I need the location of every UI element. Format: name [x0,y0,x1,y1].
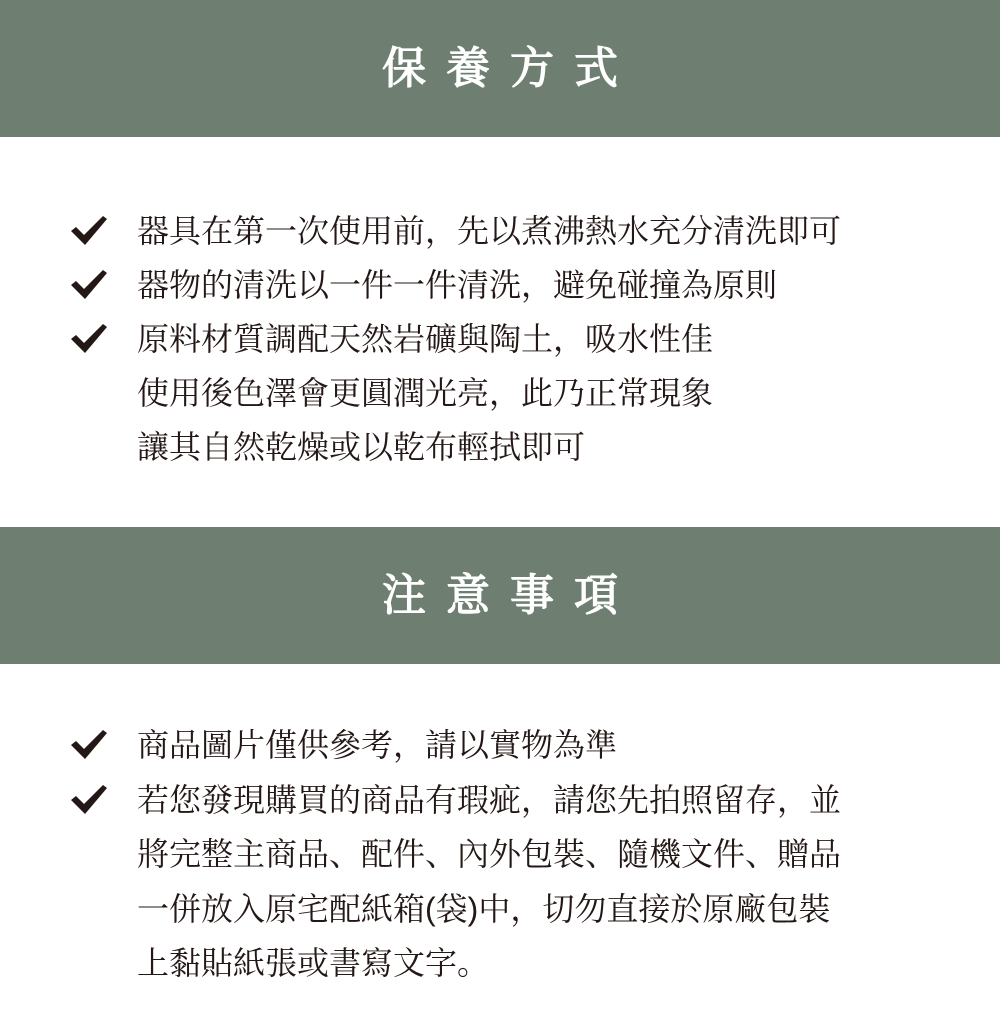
care-instructions-list [0,204,1000,474]
list-item-text: 原料材質調配天然岩礦與陶土，吸水性佳 [137,321,714,357]
list-item-text: 若您發現購買的商品有瑕疵，請您先拍照留存，並 [137,781,842,818]
list-item-text: 器具在第一次使用前，先以煮沸熱水充分清洗即可 [137,213,842,249]
checkmark-icon [70,216,108,246]
care-section-header [0,0,1000,137]
list-item-text: 一併放入原宅配紙箱(袋)中，切勿直接於原廠包裝 [137,890,831,927]
list-item [0,258,1000,312]
checkmark-icon [70,270,108,300]
list-item [0,312,1000,474]
checkmark-icon [70,324,108,354]
notice-section-title: 注意事項 [382,570,638,620]
list-item-text: 讓其自然乾燥或以乾布輕拭即可 [137,429,586,465]
list-item-text: 上黏貼紙張或書寫文字。 [137,945,490,981]
list-item-text: 將完整主商品、配件、內外包裝、隨機文件、贈品 [137,836,842,872]
list-item [0,773,1000,991]
notice-list [0,718,1000,991]
list-item [0,718,1000,773]
checkmark-icon [70,730,108,760]
list-item-text: 器物的清洗以一件一件清洗，避免碰撞為原則 [137,267,778,303]
checkmark-icon [70,785,108,815]
list-item-text: 商品圖片僅供參考，請以實物為準 [137,727,618,763]
notice-section-header [0,527,1000,664]
list-item [0,204,1000,258]
care-section-title: 保養方式 [382,43,638,93]
list-item-text: 使用後色澤會更圓潤光亮，此乃正常現象 [137,375,714,411]
